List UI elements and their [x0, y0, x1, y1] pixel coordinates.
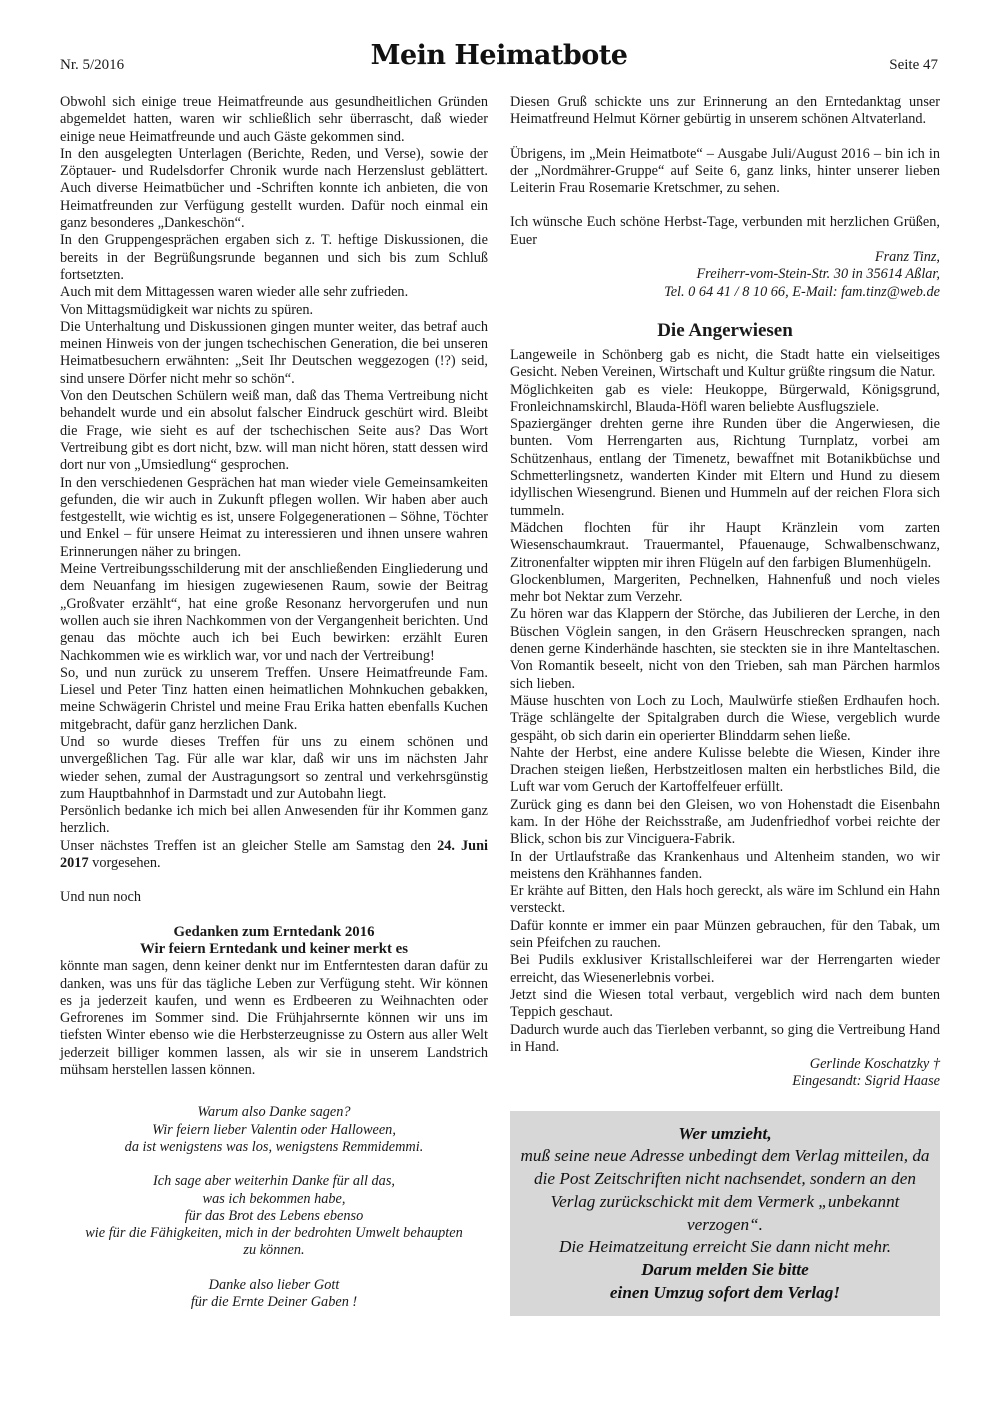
article-body: könnte man sagen, denn keiner denkt nur im Entferntesten daran dafür zu danken, was uns für das tägliche Leben zur Verfügung steht. Wir können es ja jederzeit kaufen, und wenn es Erdbeeren zu Weihnachten oder Gefrorenes im Sommer sind. Die Frühjahrsernte können wir uns im tiefsten Winter ebenso wie die Herbsterzeugnisse zu Ostern aus aller Welt jederzeit billiger kommen lassen, als wir sie in unserem Landstrich mühsam herstellen lassen können. — [60, 958, 488, 1079]
paragraph: Dadurch wurde auch das Tierleben verbannt, so ging die Vertreibung Hand in Hand. — [510, 1021, 940, 1055]
paragraph: In den verschiedenen Gesprächen hat man wieder viele Gemeinsamkeiten gefunden, die wir auch in Zukunft pflegen wollen. Wir haben aber auch festgestellt, wie wichtig es ist, unsere Folgegenerationen – Söhne, Töchter und Enkel – für unsere Heimat zu interessieren und ihnen unsere wahren Erinnerungen näher zu bringen. — [60, 474, 488, 560]
paragraph: Meine Vertreibungsschilderung mit der anschließenden Eingliederung und dem Neuanfang im hiesigen zugewiesenen Raum, sowie der Beitrag „Großvater erzählt“, hat eine große Resonanz hervorgerufen und nun wollen auch sie ihren Nachkommen von der Vergangenheit berichten. Und genau das möchte auch ich bei Euch bewirken: erzählt Euren Nachkommen wie es wirklich war, vor und nach der Vertreibung! — [60, 561, 488, 664]
poem-stanza — [60, 1173, 488, 1259]
issue-number: Nr. 5/2016 — [60, 57, 125, 73]
und-nun-noch: Und nun noch — [60, 889, 142, 906]
poem-line: da ist wenigstens was los, wenigstens Remmidemmi. — [124, 1138, 424, 1155]
page-number: Seite 47 — [889, 57, 938, 73]
paragraph: In der Urtlaufstraße das Krankenhaus und Altenheim standen, wo wir meistens den Krähhannes fanden. — [510, 848, 940, 882]
poem-line: Wir feiern lieber Valentin oder Halloween, — [152, 1121, 396, 1138]
right-column — [510, 94, 940, 1316]
poem-line: für die Ernte Deiner Gaben ! — [190, 1294, 358, 1310]
author-contact: Tel. 0 64 41 / 8 10 66, E-Mail: fam.tinz@web.de — [664, 283, 940, 300]
paragraph: Zurück ging es dann bei den Gleisen, wo von Hohenstadt die Eisenbahn kam. In der Höhe der Reichsstraße, am Judenfriedhof vorbei reichte der Blick, schon bis zur Vinciguera-Fabrik. — [510, 796, 940, 848]
article-title: Gedanken zum Erntedank 2016 — [173, 923, 375, 940]
paragraph: Mäuse huschten von Loch zu Loch, Maulwürfe stießen Erdhaufen hoch. Träge schlängelte der Spitalgraben durch die Wiese, vergeblich wurde gespäht, ob sich darin ein operierter Blinddarm sehen ließe. — [510, 692, 940, 744]
paragraph: Obwohl sich einige treue Heimatfreunde aus gesundheitlichen Gründen abgemeldet hatten, waren wir schließlich sehr überrascht, daß wieder einige neue Heimatfreunde und auch Gäste gekommen sind. — [60, 94, 488, 145]
next-meeting-text-end: vorgesehen. — [88, 855, 161, 872]
notice-callout: Darum melden Sie bitte — [641, 1259, 809, 1279]
notice-text: Die Heimatzeitung erreicht Sie dann nicht mehr. — [558, 1237, 892, 1257]
greeting-paragraph: Diesen Gruß schickte uns zur Erinnerung an den Erntedanktag unser Heimatfreund Helmut Körner gebürtig in unserem schönen Altvaterland. — [510, 94, 940, 128]
paragraph: Und so wurde dieses Treffen für uns zu einem schönen und unvergeßlichen Tag. Für alle war klar, daß wir uns im nächsten Jahr wieder sehen, zumal der Austragungsort so zentral und verkehrsgünstig zum Hauptbahnhof in Darmstadt und zur Autobahn liegt. — [60, 733, 488, 802]
paragraph: In den ausgelegten Unterlagen (Berichte, Reden, und Verse), sowie der Zöptauer- und Rudelsdorfer Chronik wurde nach Herzenslust geblättert. Auch diverse Heimatbücher und -Schriften konnte ich anbieten, die von Heimatfreunden zur Verfügung gestellt wurden. Dafür noch einmal ein ganz besonderes „Dankeschön“. — [60, 145, 488, 232]
poem-line: Warum also Danke sagen? — [197, 1104, 351, 1121]
next-meeting-text: Unser nächstes Treffen ist an gleicher Stelle am Samstag den — [60, 837, 438, 854]
paragraph: Übrigens, im „Mein Heimatbote“ – Ausgabe Juli/August 2016 – bin ich in der „Nordmährer-Gruppe“ auf Seite 6, ganz links, hinter unserer lieben Leiterin Frau Rosemarie Kretschmer, zu sehen. — [510, 145, 940, 197]
poem-line: Ich sage aber weiterhin Danke für all das, — [153, 1173, 395, 1190]
paragraph: Dafür konnte er immer ein paar Münzen gebrauchen, für den Tabak, um sein Pfeifchen zu rauchen. — [510, 917, 940, 952]
paragraph: Spaziergänger drehten gerne ihre Runden über die Angerwiesen, die bunten. Vom Herrengarten aus, Richtung Turnplatz, vorbei am Schützenhaus, entlang der Timenetz, bewaffnet mit Botanikbüchse und Schmetterlingsnetz, wanderten Kinder mit Eltern und Hund zu diesem idyllischen Wiesengrund. Bienen und Hummeln auf der reichen Flora sich tummeln. — [510, 416, 940, 519]
relocation-notice-box — [510, 1111, 940, 1317]
poem-stanza — [60, 1277, 488, 1312]
paragraph: Zu hören war das Klappern der Störche, das Jubilieren der Lerche, in den Büschen Vöglein sangen, in den Gräsern Heuschrecken sprangen, nach denen gerne Kinderhände haschten, sie steckten sie in ihre Manteltaschen. Von Romantik beseelt, nicht von den Trieben, sah man Pärchen harmlos sich lieben. — [510, 606, 940, 692]
poem-line: wie für die Fähigkeiten, mich in der bedrohten Umwelt behaupten — [85, 1225, 463, 1242]
paragraph: Bei Pudils exklusiver Kristallschleiferei war der Herrengarten wieder erreicht, das Wiesenerlebnis vorbei. — [510, 952, 940, 986]
left-column — [60, 94, 488, 1311]
article-heading: Die Angerwiesen — [657, 319, 793, 341]
article-subtitle: Wir feiern Erntedank und keiner merkt es — [140, 940, 408, 957]
paragraph: Die Unterhaltung und Diskussionen gingen munter weiter, das betraf auch meinen Hinweis von der jungen tschechischen Generation, die bei unseren Heimatbesuchern erwähnten: „Seit Ihr Deutschen weggezogen (!?) seid, sind unsere Dörfer nicht mehr so schön“. — [60, 318, 488, 387]
paragraph: In den Gruppengesprächen ergaben sich z. T. heftige Diskussionen, die bereits in der Begrüßungsrunde begannen und sich bis zum Schluß fortsetzten. — [60, 232, 488, 283]
poem-line: zu können. — [243, 1242, 305, 1259]
author-address: Freiherr-vom-Stein-Str. 30 in 35614 Aßlar, — [696, 266, 940, 283]
paragraph: Jetzt sind die Wiesen total verbaut, vergeblich wird nach dem bunten Teppich geschaut. — [510, 986, 940, 1021]
article-submitter: Eingesandt: Sigrid Haase — [792, 1073, 940, 1090]
masthead-logo: Mein Heimatbote — [370, 40, 628, 71]
poem-line: für das Brot des Lebens ebenso — [184, 1207, 364, 1224]
paragraph: So, und nun zurück zu unserem Treffen. Unsere Heimatfreunde Fam. Liesel und Peter Tinz hatten einen heimatlichen Mohnkuchen gebakken, meine Schwägerin Christel und meine Frau Erika hatten ebenfalls Kuchen mitgebracht, dafür ganz herzlichen Dank. — [60, 664, 488, 733]
paragraph: Persönlich bedanke ich mich bei allen Anwesenden für ihr Kommen ganz herzlich. — [60, 803, 488, 837]
paragraph: Er krähte auf Bitten, den Hals hoch gereckt, als wäre im Schlund ein Hahn versteckt. — [510, 883, 940, 917]
notice-callout: einen Umzug sofort dem Verlag! — [609, 1282, 841, 1302]
closing-wish: Ich wünsche Euch schöne Herbst-Tage, verbunden mit herzlichen Grüßen, Euer — [510, 214, 940, 248]
notice-title: Wer umzieht, — [678, 1123, 772, 1143]
paragraph: Von den Deutschen Schülern weiß man, daß das Thema Vertreibung nicht behandelt wurde und ein absolut falscher Eindruck geschürt wird. Bleibt die Frage, wie sieht es auf der tschechischen Seite aus? Das Wort Vertreibung gibt es dort nicht, bzw. will man nicht hören, statt dessen wird dort nur von „Umsiedlung“ gesprochen. — [60, 388, 488, 474]
author-name: Franz Tinz, — [874, 249, 940, 266]
paragraph: Nahte der Herbst, eine andere Kulisse belebte die Wiesen, Kinder ihre Drachen steigen ließen, Herbstzeitlosen malten ein herbstliches Bild, die Luft war vom Geruch der Kartoffelfeuer erfüllt. — [510, 744, 940, 796]
poem-stanza — [60, 1104, 488, 1156]
page-header — [60, 40, 938, 84]
paragraph: Mädchen flochten für ihr Haupt Kränzlein vom zarten Wiesenschaumkraut. Trauermantel, Pfauenauge, Schwalbenschwanz, Zitronenfalter wippten mir ihren Flügeln auf den farbigen Blumenhügeln. — [510, 519, 940, 571]
article-author: Gerlinde Koschatzky † — [809, 1056, 940, 1073]
paragraph: Langeweile in Schönberg gab es nicht, die Stadt hatte ein vielseitiges Gesicht. Neben Vereinen, Wirtschaft und Kultur grüßte ringsum die Natur. — [510, 346, 940, 381]
poem-line: Danke also lieber Gott — [208, 1276, 340, 1293]
next-meeting — [60, 838, 488, 873]
next-meeting-date: 24. Juni 2017 — [60, 837, 489, 872]
paragraph: Auch mit dem Mittagessen waren wieder alle sehr zufrieden. — [60, 284, 409, 301]
paragraph: Möglichkeiten gab es viele: Heukoppe, Bürgerwald, Königsgrund, Fronleichnamskirchl, Blauda-Höfl waren beliebte Ausflugsziele. — [510, 381, 940, 415]
paragraph: Von Mittagsmüdigkeit war nichts zu spüren. — [60, 301, 314, 318]
notice-text: muß seine neue Adresse unbedingt dem Verlag mitteilen, da die Post Zeitschriften nicht nachsendet, sondern an den Verlag zurückschickt mit dem Vermerk „unbekannt verzogen“. — [520, 1146, 930, 1234]
poem-line: was ich bekommen habe, — [202, 1190, 346, 1207]
paragraph: Glockenblumen, Margeriten, Pechnelken, Hahnenfuß und noch vieles mehr bot Nektar zum Verzehr. — [510, 571, 940, 606]
